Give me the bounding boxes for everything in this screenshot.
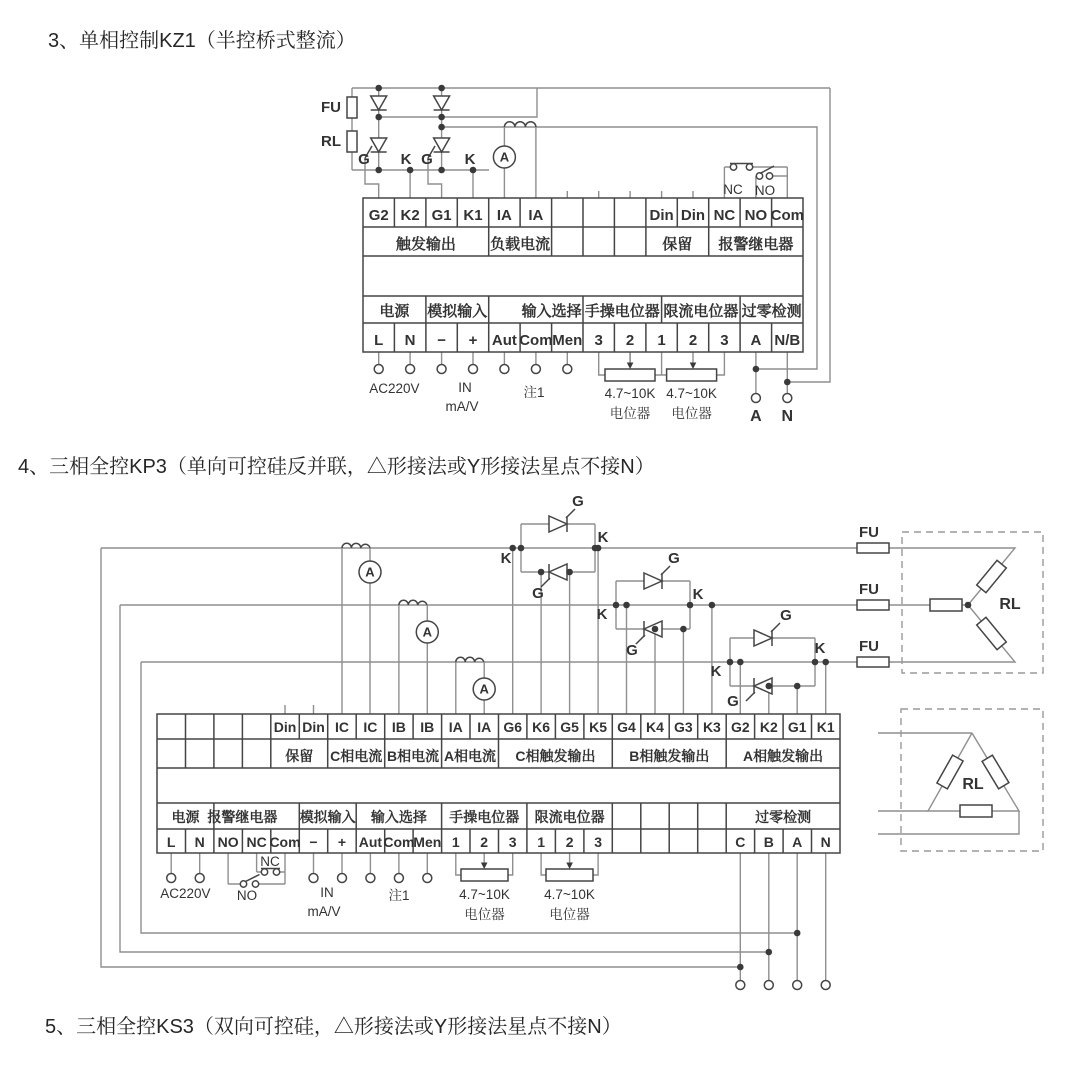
terminal-circle xyxy=(500,365,509,374)
terminal-cell: 3 xyxy=(594,332,603,349)
scr-symbol xyxy=(549,564,567,580)
terminal-cell: G6 xyxy=(503,719,523,735)
terminal-cell: Din xyxy=(273,719,297,735)
terminal-cell: K2 xyxy=(400,207,420,224)
terminal-cell: K2 xyxy=(759,719,778,735)
group-label: 过零检测 xyxy=(741,303,802,320)
cathode-label: K xyxy=(400,151,412,168)
terminal-cell: K6 xyxy=(532,719,551,735)
terminal-cell: Din xyxy=(680,207,706,224)
terminal-circle xyxy=(563,365,572,374)
terminal-cell: G2 xyxy=(368,207,389,224)
scr-symbol xyxy=(371,138,387,152)
pot-name-label: 电位器 xyxy=(671,406,712,421)
potentiometer-symbol xyxy=(605,369,655,381)
terminal-cell: 3 xyxy=(508,834,517,850)
cathode-label: K xyxy=(500,550,512,567)
terminal-circle xyxy=(406,365,415,374)
group-label: 输入选择 xyxy=(521,303,582,320)
terminal-circle xyxy=(423,874,432,883)
analog-in-label: IN xyxy=(458,380,472,395)
terminal-cell: NO xyxy=(744,207,768,224)
contact-point xyxy=(261,869,267,875)
contact-point xyxy=(766,173,772,179)
terminal-cell: N xyxy=(404,332,416,349)
neutral-label: N xyxy=(781,408,794,425)
terminal-cell: G2 xyxy=(730,719,750,735)
kp3-terminal-block xyxy=(157,714,840,853)
terminal-circle xyxy=(167,874,176,883)
group-label: 手操电位器 xyxy=(449,809,520,825)
terminal-cell: L xyxy=(166,834,176,850)
terminal-cell: − xyxy=(437,332,446,349)
gate-label: G xyxy=(668,550,680,567)
potentiometer-symbol xyxy=(546,869,593,881)
nc-label: NC xyxy=(260,854,280,869)
resistor-symbol xyxy=(977,617,1007,649)
ammeter-label: A xyxy=(422,624,432,640)
terminal-circle xyxy=(821,981,830,990)
terminal-circle xyxy=(531,365,540,374)
gate-label: G xyxy=(421,151,433,168)
current-transformer-icon xyxy=(456,657,484,662)
terminal-cell: 3 xyxy=(720,332,729,349)
terminal-cell: 2 xyxy=(625,332,635,349)
terminal-cell: G1 xyxy=(787,719,807,735)
no-label: NO xyxy=(236,888,258,903)
terminal-cell: L xyxy=(374,332,384,349)
pot-name-label: 电位器 xyxy=(549,907,590,922)
contact-point xyxy=(273,869,279,875)
phase-a-label: A xyxy=(750,408,762,425)
terminal-circle xyxy=(764,981,773,990)
terminal-cell: 2 xyxy=(565,834,574,850)
pot-name-label: 电位器 xyxy=(464,907,505,922)
ammeter-label: A xyxy=(499,149,510,165)
scr-bar-gate xyxy=(566,509,575,532)
group-label: 输入选择 xyxy=(370,809,427,825)
gate-label: G xyxy=(532,585,544,602)
terminal-cell: NO xyxy=(217,834,239,850)
gate-label: G xyxy=(358,151,370,168)
terminal-circle xyxy=(374,365,383,374)
terminal-circle xyxy=(783,394,792,403)
terminal-cell: 1 xyxy=(657,332,666,349)
note1-label: 注1 xyxy=(388,888,410,903)
terminal-cell: N xyxy=(820,834,831,850)
resistor-symbol xyxy=(982,755,1009,789)
note1-label: 注1 xyxy=(523,385,545,400)
terminal-cell: G4 xyxy=(617,719,636,735)
wye-load-box xyxy=(902,532,1043,673)
terminal-circle xyxy=(366,874,375,883)
terminal-cell: Aut xyxy=(491,332,517,349)
resistor-symbol xyxy=(977,560,1007,592)
cathode-label: K xyxy=(464,151,476,168)
group-label: A相电流 xyxy=(443,748,497,764)
terminal-cell: K5 xyxy=(589,719,608,735)
gate-label: G xyxy=(572,493,584,510)
group-label: C相触发输出 xyxy=(515,748,596,764)
fuse-label: FU xyxy=(321,99,341,116)
group-label: 触发输出 xyxy=(395,236,456,253)
terminal-cell: NC xyxy=(713,207,736,224)
terminal-cell: IB xyxy=(420,719,435,735)
terminal-circle xyxy=(394,874,403,883)
contact-point xyxy=(252,881,258,887)
kz1-terminal-block xyxy=(363,198,804,352)
terminal-cell: K4 xyxy=(646,719,664,735)
terminal-cell: K1 xyxy=(816,719,835,735)
terminal-cell: Din xyxy=(302,719,325,735)
contact-point xyxy=(756,173,762,179)
potentiometer-symbol xyxy=(667,369,717,381)
group-label: 报警继电器 xyxy=(207,809,278,825)
current-transformer-icon xyxy=(399,600,427,605)
terminal-circle xyxy=(751,394,760,403)
terminal-cell: IB xyxy=(391,719,406,735)
ac-supply-label: AC220V xyxy=(369,381,420,396)
terminal-cell: N/B xyxy=(774,332,801,349)
resistor-symbol xyxy=(937,755,963,789)
terminal-cell: 1 xyxy=(451,834,460,850)
group-label: 电源 xyxy=(171,809,200,825)
group-label: 过零检测 xyxy=(755,809,812,825)
scr-bar-gate xyxy=(771,623,780,646)
terminal-cell: 2 xyxy=(480,834,489,850)
group-label: B相触发输出 xyxy=(629,748,710,764)
group-label: 保留 xyxy=(662,236,693,253)
analog-unit-label: mA/V xyxy=(445,399,479,414)
pot-name-label: 电位器 xyxy=(609,406,651,421)
terminal-cell: C xyxy=(735,834,746,850)
scr-bar-gate xyxy=(661,566,670,589)
fuse-label: FU xyxy=(859,524,879,541)
load-label: RL xyxy=(321,133,341,150)
no-label: NO xyxy=(754,183,776,198)
terminal-circle xyxy=(793,981,802,990)
no-contact-blade xyxy=(246,875,260,882)
cathode-label: K xyxy=(710,663,722,680)
pot-value-label: 4.7~10K xyxy=(666,386,717,401)
section-title-kz1: 3、单相控制KZ1（半控桥式整流） xyxy=(48,30,356,52)
gate-label: G xyxy=(626,642,638,659)
contact-point xyxy=(730,164,736,170)
group-label: 负载电流 xyxy=(490,236,551,253)
fuse-symbol xyxy=(857,543,889,553)
terminal-cell: A xyxy=(792,834,803,850)
group-label: 限流电位器 xyxy=(534,809,605,825)
pot-value-label: 4.7~10K xyxy=(604,386,656,401)
terminal-cell: 3 xyxy=(594,834,602,850)
group-label: A相触发输出 xyxy=(743,748,824,764)
current-transformer-icon xyxy=(504,122,536,127)
terminal-circle xyxy=(338,874,347,883)
terminal-cell: Men xyxy=(552,332,583,349)
analog-in-label: IN xyxy=(320,885,334,900)
gate-label: G xyxy=(780,607,792,624)
terminal-circle xyxy=(195,874,204,883)
pot-value-label: 4.7~10K xyxy=(544,887,595,902)
group-label: C相电流 xyxy=(330,748,383,764)
terminal-circle xyxy=(309,874,318,883)
terminal-circle xyxy=(469,365,478,374)
fuse-symbol xyxy=(857,657,889,667)
terminal-cell: Aut xyxy=(358,834,383,850)
analog-unit-label: mA/V xyxy=(307,904,341,919)
scr-symbol xyxy=(434,138,450,152)
diagram-kz1 xyxy=(321,85,830,425)
section-title-kp3: 4、三相全控KP3（单向可控硅反并联，△形接法或Y形接法星点不接N） xyxy=(18,456,655,478)
scr-bar-gate xyxy=(636,621,645,644)
section-title-ks3: 5、三相全控KS3（双向可控硅，△形接法或Y形接法星点不接N） xyxy=(45,1016,622,1038)
terminal-cell: G1 xyxy=(431,207,452,224)
group-label: 手操电位器 xyxy=(584,303,660,320)
terminal-cell: K1 xyxy=(463,207,483,224)
resistor-symbol xyxy=(960,805,992,817)
terminal-cell: IC xyxy=(363,719,378,735)
contact-point xyxy=(746,164,752,170)
group-label: 保留 xyxy=(285,748,314,764)
group-label: 报警继电器 xyxy=(718,236,794,253)
terminal-circle xyxy=(437,365,446,374)
terminal-cell: Com xyxy=(383,834,415,850)
terminal-cell: IA xyxy=(477,719,492,735)
gate-label: G xyxy=(727,693,739,710)
terminal-cell: + xyxy=(337,834,347,850)
terminal-cell: IC xyxy=(335,719,349,735)
group-label: 模拟输入 xyxy=(427,303,488,320)
terminal-cell: + xyxy=(468,332,478,349)
resistor-symbol xyxy=(930,599,962,611)
terminal-cell: IA xyxy=(448,719,463,735)
terminal-cell: Com xyxy=(519,332,553,349)
group-label: 模拟输入 xyxy=(299,809,356,825)
cathode-label: K xyxy=(692,586,704,603)
terminal-cell: 2 xyxy=(688,332,698,349)
terminal-cell: Din xyxy=(649,207,674,224)
ammeter-label: A xyxy=(479,681,489,697)
group-label: 电源 xyxy=(379,303,410,320)
load-label: RL xyxy=(999,596,1021,613)
terminal-cell: B xyxy=(763,834,774,850)
fuse-label: FU xyxy=(859,638,879,655)
fuse-label: FU xyxy=(859,581,879,598)
load-resistor-symbol xyxy=(347,131,357,152)
scr-bar-gate xyxy=(746,678,755,701)
scr-bar-gate xyxy=(541,564,550,587)
current-transformer-icon xyxy=(342,543,370,548)
group-label: B相电流 xyxy=(387,748,440,764)
potentiometer-symbol xyxy=(461,869,508,881)
terminal-cell: A xyxy=(750,332,762,349)
terminal-cell: IA xyxy=(528,207,544,224)
diode-symbol xyxy=(434,96,450,110)
scr-symbol xyxy=(754,630,772,646)
load-label: RL xyxy=(962,776,984,793)
fuse-symbol xyxy=(347,97,357,118)
group-label: 限流电位器 xyxy=(663,303,739,320)
terminal-cell: Com xyxy=(269,834,301,850)
diagram-kp3 xyxy=(101,493,1043,990)
nc-label: NC xyxy=(723,182,743,197)
terminal-cell: IA xyxy=(496,207,512,224)
terminal-cell: Men xyxy=(413,834,442,850)
terminal-cell: NC xyxy=(246,834,267,850)
terminal-cell: Com xyxy=(770,207,804,224)
diode-symbol xyxy=(371,96,387,110)
terminal-cell: 1 xyxy=(537,834,545,850)
wiper-arrow xyxy=(627,363,634,370)
fuse-symbol xyxy=(857,600,889,610)
terminal-circle xyxy=(736,981,745,990)
terminal-cell: N xyxy=(194,834,205,850)
wiper-arrow xyxy=(566,863,573,870)
terminal-cell: − xyxy=(309,834,318,850)
scr-symbol xyxy=(644,573,662,589)
wiper-arrow xyxy=(481,863,488,870)
terminal-cell: K3 xyxy=(702,719,721,735)
terminal-cell: G3 xyxy=(674,719,693,735)
terminal-cell: G5 xyxy=(560,719,579,735)
ammeter-label: A xyxy=(365,564,375,580)
cathode-label: K xyxy=(596,606,608,623)
wiper-arrow xyxy=(690,363,697,370)
pot-value-label: 4.7~10K xyxy=(459,887,510,902)
cathode-label: K xyxy=(597,529,609,546)
scr-symbol xyxy=(549,516,567,532)
ac-supply-label: AC220V xyxy=(160,886,211,901)
cathode-label: K xyxy=(814,640,826,657)
